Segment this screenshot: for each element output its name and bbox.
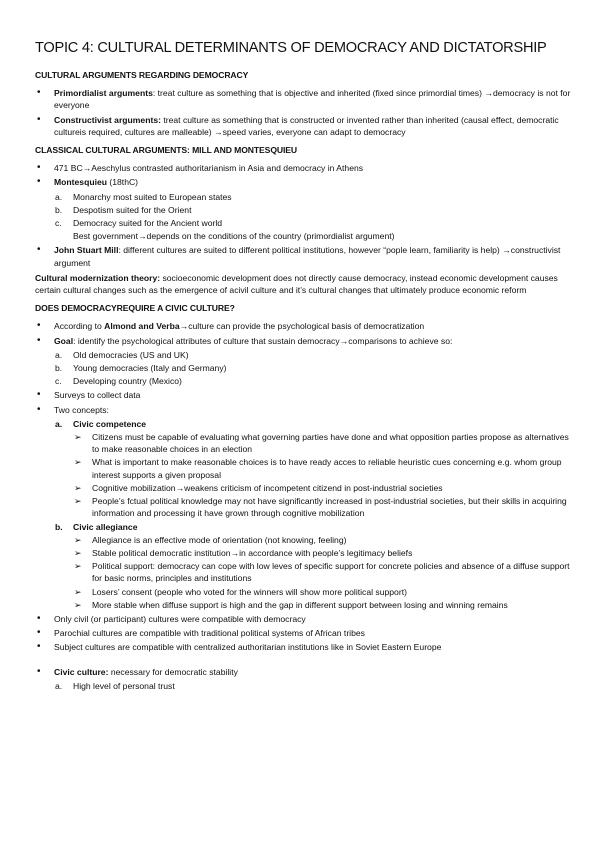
- arrow-text: Losers’ consent (people who voted for the winners will show more political support): [92, 586, 407, 597]
- item-text: treat culture as something that is constructed or invented rather than inherited (causal effect, democratic cultureis required, cultures are malleable) →speed varies, everyone can adapt to democracy: [54, 114, 559, 137]
- list-item: [35, 641, 575, 653]
- sub-item: [35, 375, 575, 387]
- sub-item: [35, 217, 575, 229]
- arrow-bullet-icon: ➢: [74, 534, 82, 545]
- section-heading-civic-culture: DOES DEMOCRACYREQUIRE A CIVIC CULTURE?: [35, 303, 235, 314]
- sub-marker: a.: [55, 191, 63, 202]
- list-item: [35, 244, 575, 268]
- term: Montesquieu: [54, 177, 107, 188]
- concept-heading-civic-competence: [35, 418, 575, 430]
- spacer: [35, 656, 575, 664]
- bullet-list: [35, 162, 575, 269]
- sub-item: [35, 204, 575, 216]
- arrow-text: People’s fctual political knowledge may not have significantly increased in post-industrial societies, but their skills in acquiring information and processing it have grown through cognitive mobilization: [92, 496, 567, 519]
- item-text: →culture can provide the psychological basis of democratization: [179, 321, 425, 332]
- sub-text: Developing country (Mexico): [73, 376, 182, 387]
- arrow-item: [35, 586, 575, 598]
- arrow-text: Allegiance is an effective mode of orientation (not knowing, feeling): [92, 534, 347, 545]
- arrow-item: [35, 534, 575, 546]
- item-text: According to: [54, 321, 105, 332]
- term: Constructivist arguments:: [54, 114, 161, 125]
- item-text: Only civil (or participant) cultures were compatible with democracy: [54, 613, 306, 624]
- list-item: [35, 666, 575, 678]
- list-item: [35, 627, 575, 639]
- arrow-text: Cognitive mobilization→weakens criticism of incompetent citizend in post-industrial societies: [92, 482, 443, 493]
- page-title: TOPIC 4: CULTURAL DETERMINANTS OF DEMOCRACY AND DICTATORSHIP: [35, 40, 547, 56]
- item-text: : different cultures are suited to different political institutions, however “pople learn, familiarity is help) →constructivist argument: [54, 245, 561, 268]
- concept-heading-civic-allegiance: [35, 521, 575, 533]
- list-item: [35, 335, 575, 347]
- item-text: 471 BC→Aeschylus contrasted authoritarianism in Asia and democracy in Athens: [54, 163, 364, 174]
- term: Goal: [54, 335, 74, 346]
- list-item: [35, 320, 575, 332]
- sub-item: [35, 191, 575, 203]
- sub-marker: a.: [55, 349, 63, 360]
- arrow-text: Citizens must be capable of evaluating what governing parties have done and what opposition parties propose as alternatives to make reasonable choices in an election: [92, 432, 569, 455]
- term: Almond and Verba: [104, 321, 180, 332]
- continuation-text: Best government→depends on the conditions of the country (primordialist argument): [73, 231, 395, 242]
- sub-marker: b.: [55, 204, 63, 215]
- sub-marker: c.: [55, 376, 62, 387]
- sub-text: Democracy suited for the Ancient world: [73, 218, 223, 229]
- item-text: : treat culture as something that is objective and inherited (fixed since primordial times) →democracy is not for everyone: [54, 88, 571, 111]
- item-text: necessary for democratic stability: [108, 666, 238, 677]
- list-item: [35, 87, 575, 111]
- arrow-item: [35, 599, 575, 611]
- sub-marker: b.: [55, 521, 63, 532]
- concept-label: Civic allegiance: [73, 521, 138, 532]
- arrow-text: What is important to make reasonable choices is to have ready acces to reliable heuristic cues concerning e.g. whom group interest supports a given proposal: [92, 457, 562, 480]
- term: Cultural modernization theory:: [35, 272, 161, 283]
- sub-text: High level of personal trust: [73, 680, 175, 691]
- arrow-bullet-icon: ➢: [74, 547, 82, 558]
- term: Primordialist arguments: [54, 88, 153, 99]
- sub-marker: c.: [55, 218, 62, 229]
- arrow-item: [35, 431, 575, 455]
- arrow-item: [35, 482, 575, 494]
- arrow-item: [35, 495, 575, 519]
- sub-item: [35, 362, 575, 374]
- list-item: [35, 613, 575, 625]
- sub-marker: b.: [55, 363, 63, 374]
- section-heading-cultural-arguments: CULTURAL ARGUMENTS REGARDING DEMOCRACY: [35, 70, 249, 80]
- sub-item: [35, 349, 575, 361]
- arrow-item: [35, 547, 575, 559]
- list-item: [35, 404, 575, 416]
- concept-label: Civic competence: [73, 418, 147, 429]
- paragraph-modernization: [35, 272, 575, 296]
- sub-text: Despotism suited for the Orient: [73, 204, 192, 215]
- arrow-item: [35, 456, 575, 480]
- arrow-bullet-icon: ➢: [74, 432, 82, 443]
- bullet-list: [35, 320, 575, 691]
- sub-item: [35, 680, 575, 692]
- list-item: [35, 176, 575, 188]
- sub-marker: a.: [55, 418, 63, 429]
- arrow-bullet-icon: ➢: [74, 599, 82, 610]
- list-item: [35, 162, 575, 174]
- sub-text: Young democracies (Italy and Germany): [73, 363, 227, 374]
- paragraph-text: socioeconomic development does not directly cause democracy, instead economic development causes certain cultural changes such as the emergence of acivil culture and it’s cultural changes that ultimately produce economic reform: [35, 272, 558, 296]
- sub-text: Monarchy most suited to European states: [73, 191, 232, 202]
- arrow-bullet-icon: ➢: [74, 586, 82, 597]
- list-item: [35, 389, 575, 401]
- item-text: : identify the psychological attributes of culture that sustain democracy→comparisons to achieve so:: [73, 335, 453, 346]
- list-item: [35, 114, 575, 138]
- sub-marker: a.: [55, 680, 63, 691]
- bullet-list: [35, 87, 575, 138]
- item-text: (18thC): [107, 177, 139, 188]
- item-text: Subject cultures are compatible with centralized authoritarian institutions like in Soviet Eastern Europe: [54, 642, 442, 653]
- arrow-bullet-icon: ➢: [74, 482, 82, 493]
- arrow-text: Stable political democratic institution→in accordance with people’s legitimacy beliefs: [92, 547, 413, 558]
- section-heading-classical-arguments: CLASSICAL CULTURAL ARGUMENTS: MILL AND MONTESQUIEU: [35, 145, 298, 156]
- item-text: Two concepts:: [54, 404, 109, 415]
- document-page: [35, 40, 575, 693]
- arrow-bullet-icon: ➢: [74, 561, 82, 572]
- arrow-text: Political support: democracy can cope with low leves of specific support for concrete policies and absence of a diffuse support for basic norms, principles and institutions: [92, 561, 570, 584]
- sub-text: Old democracies (US and UK): [73, 349, 189, 360]
- arrow-item: [35, 560, 575, 584]
- term: Civic culture:: [54, 666, 109, 677]
- arrow-text: More stable when diffuse support is high and the gap in different support between losing and winning remains: [92, 599, 508, 610]
- arrow-bullet-icon: ➢: [74, 457, 82, 468]
- term: John Stuart Mill: [54, 245, 119, 256]
- item-text: Parochial cultures are compatible with traditional political systems of African tribes: [54, 628, 365, 639]
- arrow-bullet-icon: ➢: [74, 496, 82, 507]
- item-text: Surveys to collect data: [54, 390, 141, 401]
